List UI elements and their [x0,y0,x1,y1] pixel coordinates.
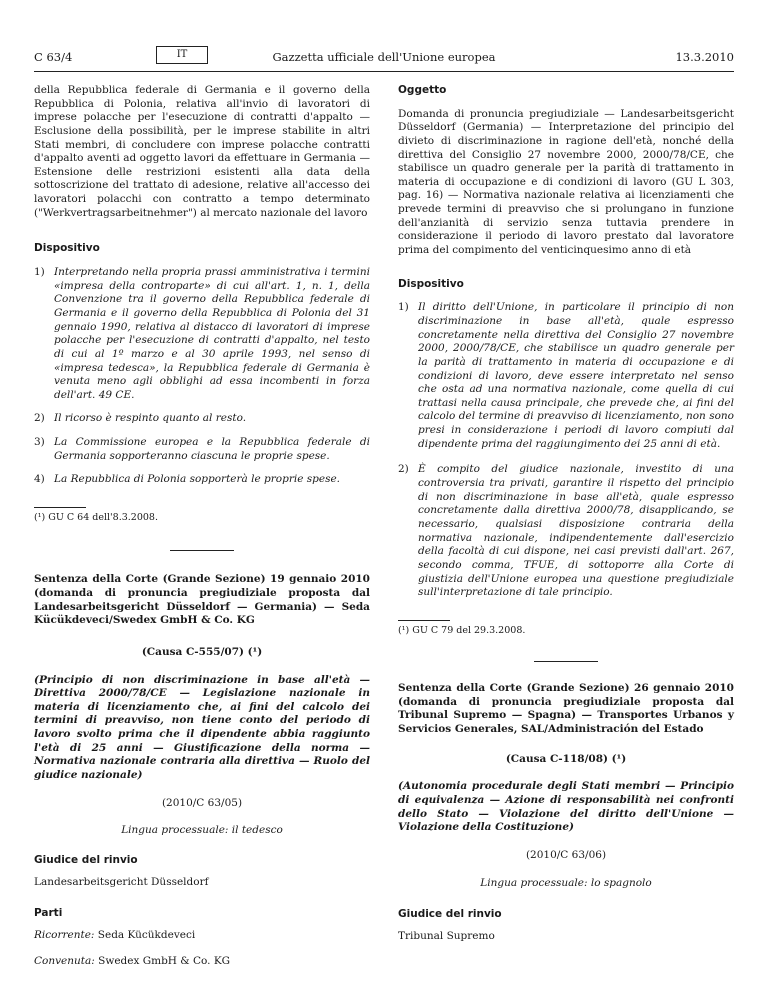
footnote: (¹) GU C 79 del 29.3.2008. [398,624,526,636]
subject-paragraph: Domanda di pronuncia pregiudiziale — Landesarbeitsgericht Düsseldorf (Germania) — Interpretazione del principio del divieto di discriminazione in ragione dell'età, nonché della direttiva del Consiglio 27 novembre 2000, 2000/78/CE, che stabilisce un quadro generale per la parità di trattamento in materia di occupazione e di condizioni di lavoro (GU L 303, pag. 16) — Normativa nazionale relativa ai licenziamenti che prevede termini di preavviso che si prolungano in funzione dell'anzianità di servizio senza tuttavia prendere in considerazione il periodo di lavoro prestato dal lavoratore prima del compimento del venticinquesimo anno di età [398,107,734,257]
applicant: Ricorrente: Seda Kücükdeveci [34,928,196,941]
case-keywords: (Autonomia procedurale degli Stati membri — Principio di equivalenza — Azione di responsabilità nei confronti dello Stato — Violazione del diritto dell'Unione — Violazione della Costituzione) [398,780,734,834]
list-item: 1) Il diritto dell'Unione, in particolare il principio di non discriminazione in base all'età, quale espresso concretamente nella direttiva del Consiglio 27 novembre 2000, 2000/78/CE, che stabilisce un quadro generale per la parità di trattamento in materia di occupazione e di condizioni di lavoro, deve essere interpretato nel senso che osta ad una normativa nazionale, come quella di cui trattasi nella causa principale, che prevede che, ai fini del calcolo del termine di preavviso di licenziamento, non sono presi in considerazione i periodi di lavoro compiuti dal dipendente prima del raggiungimento dei 25 anni di età. [398,301,734,450]
intro-paragraph: della Repubblica federale di Germania e il governo della Repubblica di Polonia, relativa all'invio di lavoratori di imprese polacche per l'esecuzione di contratti d'appalto — Esclusione della possibilità, per le imprese stabilite in altri Stati membri, di concludere con imprese polacche contratti d'appalto aventi ad oggetto lavori da effettuare in Germania — Estensione delle restrizioni esistenti alla data della sottoscrizione del trattato di adesione, relative all'accesso dei lavoratori polacchi con contratto a tempo determinato ("Werkvertragsarbeitnehmer") al mercato nazionale del lavoro [34,84,370,219]
case-title: Sentenza della Corte (Grande Sezione) 26 gennaio 2010 (domanda di pronuncia pregiudiziale proposta dal Tribunal Supremo — Spagna) — Transportes Urbanos y Servicios Generales, SAL/Administración del Estado [398,682,734,736]
case-number: (Causa C-555/07) (¹) [141,645,263,658]
case-reference: (2010/C 63/06) [525,848,607,861]
section-separator [534,661,598,662]
case-number: (Causa C-118/08) (¹) [505,752,627,765]
section-separator [170,550,234,551]
list-item: 4) La Repubblica di Polonia sopporterà le proprie spese. [34,473,341,486]
parties-heading: Parti [34,907,63,920]
list-item: 1) Interpretando nella propria prassi amministrativa i termini «impresa della controparte» di cui all'art. 1, n. 1, della Convenzione tra il governo della Repubblica federale di Germania e il governo della Repubblica di Polonia del 31 gennaio 1990, relativa al distacco di lavoratori di imprese polacche per l'esecuzione di contratti d'appalto, nel testo di cui al 1º marzo e al 30 aprile 1993, nel senso di «impresa tedesca», la Repubblica federale di Germania è venuta meno agli obblighi ad essa incombenti in forza dell'art. 49 CE. [34,266,370,401]
case-keywords: (Principio di non discriminazione in base all'età — Direttiva 2000/78/CE — Legislazione nazionale in materia di licenziamento che, ai fini del calcolo dei termini di preavviso, non tiene conto del periodo di lavoro svolto prima che il dipendente abbia raggiunto l'età di 25 anni — Giustificazione della norma — Normativa nazionale contraria alla direttiva — Ruolo del giudice nazionale) [34,673,370,782]
footnote-rule [398,620,450,621]
language-badge: IT [156,46,208,64]
case-reference: (2010/C 63/05) [161,796,243,809]
referring-court-heading: Giudice del rinvio [34,853,138,866]
dispositivo-heading: Dispositivo [398,277,464,290]
journal-title: Gazzetta ufficiale dell'Unione europea [272,50,496,64]
defendant: Convenuta: Swedex GmbH & Co. KG [34,954,231,967]
footnote-rule [34,507,86,508]
left-column [34,84,370,968]
dispositivo-list [34,266,370,487]
page-reference: C 63/4 [34,50,73,64]
referring-court: Landesarbeitsgericht Düsseldorf [34,875,209,888]
header-rule [34,71,734,72]
dispositivo-list [398,301,734,599]
page-header [34,46,734,68]
right-column [398,84,734,943]
subject-heading: Oggetto [398,84,447,96]
list-item: 2) È compito del giudice nazionale, investito di una controversia tra privati, garantire il rispetto del principio di non discriminazione in base all'età, quale espresso concretamente dalla direttiva 2000/78, disapplicando, se necessario, qualsiasi disposizione contraria della normativa nazionale, indipendentemente dall'esercizio della facoltà di cui dispone, nei casi previsti dall'art. 267, secondo comma, TFUE, di sottoporre alla Corte di giustizia dell'Unione europea una questione pregiudiziale sull'interpretazione di tale principio. [398,463,734,599]
footnote: (¹) GU C 64 dell'8.3.2008. [34,512,158,524]
list-item: 3) La Commissione europea e la Repubblica federale di Germania sopporteranno ciascuna le proprie spese. [34,436,370,462]
dispositivo-heading: Dispositivo [34,242,100,255]
procedural-language: Lingua processuale: lo spagnolo [480,876,652,889]
referring-court: Tribunal Supremo [398,929,495,942]
referring-court-heading: Giudice del rinvio [398,908,502,921]
issue-date: 13.3.2010 [675,50,734,64]
procedural-language: Lingua processuale: il tedesco [121,824,283,837]
list-item: 2) Il ricorso è respinto quanto al resto. [34,412,247,425]
case-title: Sentenza della Corte (Grande Sezione) 19 gennaio 2010 (domanda di pronuncia pregiudiziale proposta dal Landesarbeitsgericht Düsseldorf — Germania) — Seda Kücükdeveci/Swedex GmbH & Co. KG [34,573,370,627]
